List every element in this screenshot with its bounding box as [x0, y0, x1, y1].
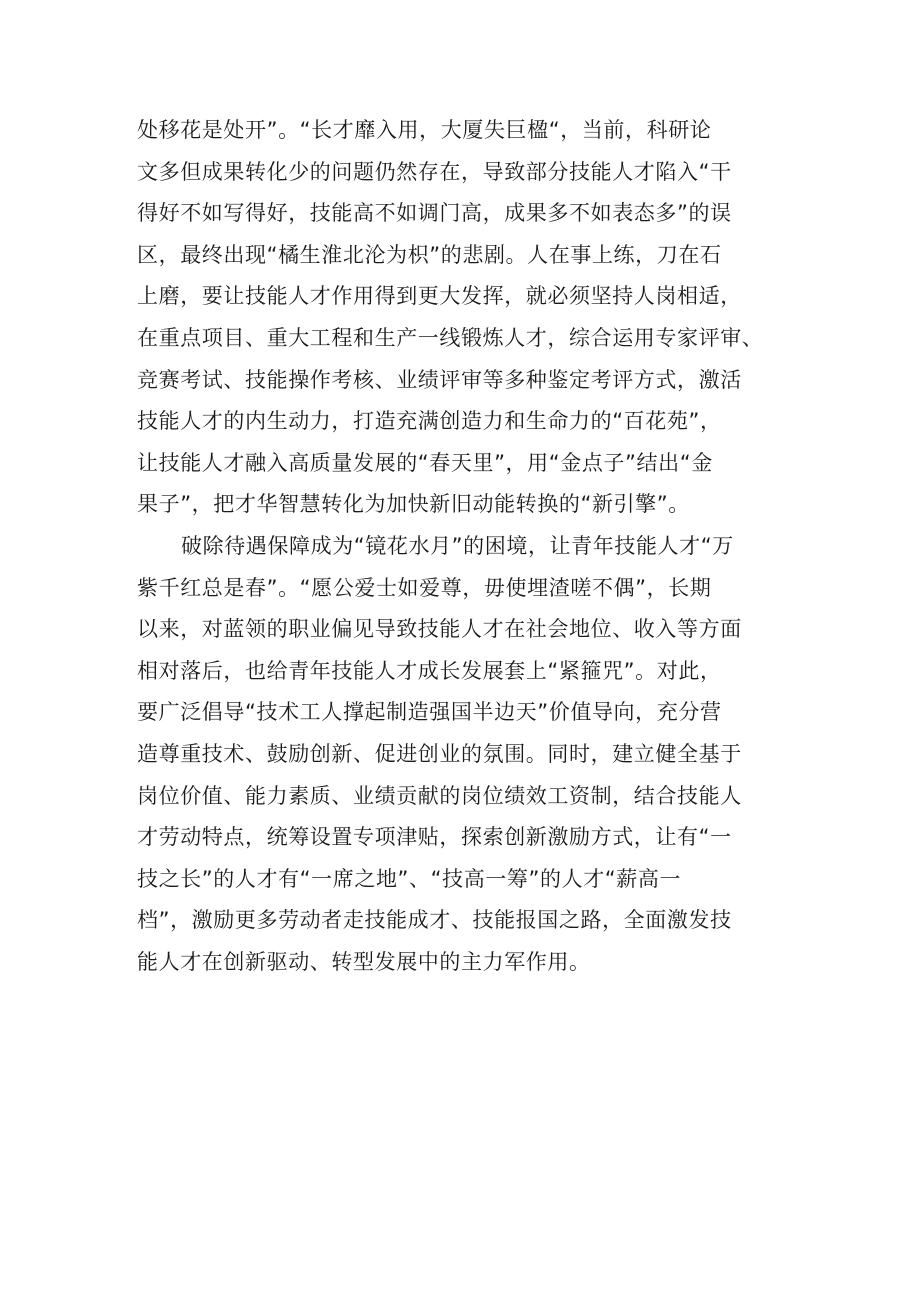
paragraph-line: 相对落后，也给青年技能人才成长发展套上“紧箍咒”。对此，	[137, 658, 722, 683]
paragraph-line: 技之长”的人才有“一席之地”、“技高一筹”的人才“薪高一	[137, 866, 682, 891]
paragraph-line: 能人才在创新驱动、转型发展中的主力军作用。	[137, 949, 591, 974]
paragraph-2	[137, 526, 817, 984]
paragraph-line: 以来，对蓝领的职业偏见导致技能人才在社会地位、收入等方面	[137, 617, 742, 642]
paragraph-line: 竞赛考试、技能操作考核、业绩评审等多种鉴定考评方式，激活	[137, 367, 742, 392]
paragraph-line: 得好不如写得好，技能高不如调门高，成果多不如表态多”的误	[137, 201, 732, 226]
paragraph-line: 技能人才的内生动力，打造充满创造力和生命力的“百花苑”，	[137, 409, 722, 434]
paragraph-line: 处移花是处开”。“长才靡入用，大厦失巨楹“，当前，科研论	[137, 118, 712, 142]
paragraph-line: 紫千红总是春”。“愿公爱士如爱尊，毋使埋渣嗟不偶”，长期	[137, 575, 712, 600]
paragraph-line: 上磨，要让技能人才作用得到更大发挥，就必须坚持人岗相适，	[137, 284, 742, 309]
paragraph-line: 造尊重技术、鼓励创新、促进创业的氛围。同时，建立健全基于	[137, 741, 742, 766]
paragraph-line: 果子”，把才华智慧转化为加快新旧动能转换的“新引擎”。	[137, 492, 690, 517]
paragraph-line: 才劳动特点，统筹设置专项津贴，探索创新激励方式，让有“一	[137, 825, 732, 850]
paragraph-line: 区，最终出现“橘生淮北沦为枳”的悲剧。人在事上练，刀在石	[137, 242, 722, 267]
paragraph-line: 文多但成果转化少的问题仍然存在，导致部分技能人才陷入“干	[137, 159, 732, 184]
paragraph-line: 岗位价值、能力素质、业绩贡献的岗位绩效工资制，结合技能人	[137, 783, 742, 808]
paragraph-line: 档”，激励更多劳动者走技能成才、技能报国之路，全面激发技	[137, 908, 732, 933]
paragraph-line: 让技能人才融入高质量发展的“春天里”，用“金点子”结出“金	[137, 450, 713, 475]
paragraph-1	[137, 110, 817, 526]
document-body	[137, 110, 817, 983]
paragraph-line: 在重点项目、重大工程和生产一线锻炼人才，综合运用专家评审、	[137, 325, 764, 350]
paragraph-line: 要广泛倡导“技术工人撑起制造强国半边天”价值导向，充分营	[137, 700, 722, 725]
paragraph-line-first: 破除待遇保障成为“镜花水月”的困境，让青年技能人才“万	[181, 533, 734, 558]
